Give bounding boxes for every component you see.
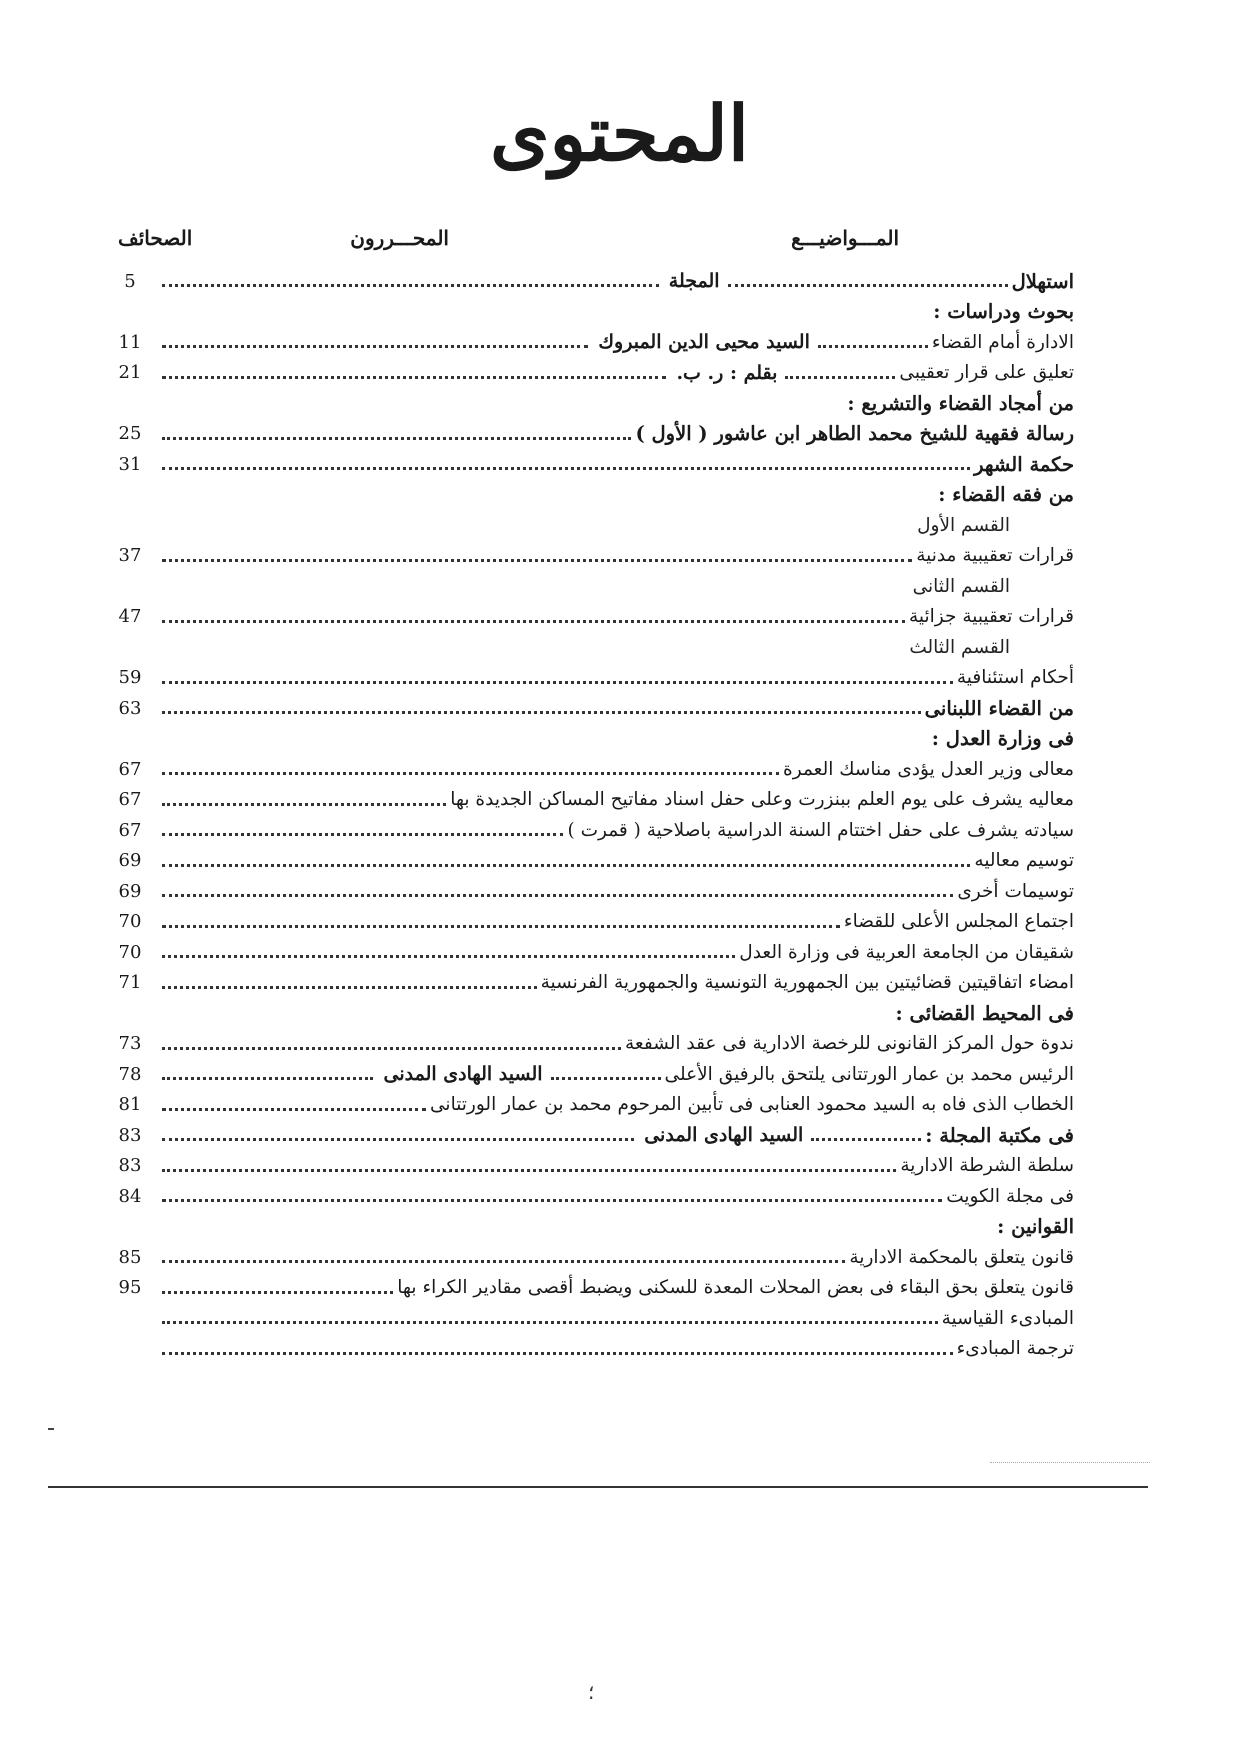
dot-leader (162, 375, 666, 379)
footer-rule (48, 1486, 1148, 1488)
toc-entry-title: قانون يتعلق بحق البقاء فى بعض المحلات المعدة للسكنى ويضبط أقصى مقادير الكراء بها (397, 1277, 1074, 1299)
toc-entry (118, 785, 1074, 816)
toc-entry (118, 1059, 1074, 1090)
toc-entry-page: 63 (118, 697, 142, 719)
toc-entry-page: 84 (118, 1185, 142, 1207)
toc-entry-page: 31 (118, 453, 142, 475)
toc-entry-page: 85 (118, 1246, 142, 1268)
toc-entry (118, 1181, 1074, 1212)
toc-entry-page: 47 (118, 606, 142, 628)
toc-entry (154, 1334, 1074, 1365)
column-header-pages: الصحائف (118, 226, 193, 250)
toc-entry (118, 907, 1074, 938)
toc-entry (154, 480, 1074, 511)
toc-entry-title: توسيم معاليه (974, 850, 1074, 872)
dot-leader (162, 954, 735, 958)
toc-entry-title: ندوة حول المركز القانونى للرخصة الادارية فى عقد الشفعة (625, 1033, 1074, 1055)
toc-entry-page: 95 (118, 1277, 142, 1299)
toc-entry-page: 67 (118, 758, 142, 780)
toc-entry (118, 876, 1074, 907)
faint-rule (990, 1462, 1150, 1463)
toc-entry-title: توسيمات أخرى (957, 880, 1074, 902)
toc-entry (118, 449, 1074, 480)
toc-entry-title: شقيقان من الجامعة العربية فى وزارة العدل (739, 941, 1074, 963)
toc-entry-title: رسالة فقهية للشيخ محمد الطاهر ابن عاشور ( الأول ) (635, 422, 1074, 446)
toc-entry (118, 754, 1074, 785)
toc-entry-page: 5 (124, 270, 136, 292)
dot-leader (162, 710, 921, 714)
toc-entry-page: 37 (118, 545, 142, 567)
dot-leader (162, 1290, 393, 1294)
dot-leader (162, 283, 659, 287)
dot-leader (162, 985, 537, 989)
toc-entry-title: المبادىء القياسية (941, 1307, 1074, 1329)
folio-mark: ؛ (588, 1680, 595, 1704)
toc-entry-author: السيد محيى الدين المبروك (598, 331, 810, 354)
toc-entry-page: 83 (118, 1124, 142, 1146)
toc-entry (154, 1303, 1074, 1334)
toc-entry (124, 266, 1074, 297)
column-header-authors: المحـــررون (350, 226, 449, 250)
toc-entry-title: امضاء اتفاقيتين قضائيتين بين الجمهورية التونسية والجمهورية الفرنسية (540, 972, 1074, 994)
toc-entry (154, 510, 1074, 541)
toc-entry-title: القسم الثالث (909, 636, 1010, 658)
dot-leader (162, 344, 588, 348)
toc-entry (154, 1212, 1074, 1243)
toc-entry-title: تعليق على قرار تعقيبى (899, 362, 1074, 384)
toc-entry-page: 83 (118, 1155, 142, 1177)
dot-leader (162, 1198, 942, 1202)
toc-entry-title: الخطاب الذى فاه به السيد محمود العنابى فى تأبين المرحوم محمد بن عمار الورتتانى (430, 1094, 1074, 1116)
toc-entry-title: أحكام استئنافية (956, 667, 1074, 689)
dot-leader (162, 466, 970, 470)
toc-entry-page: 81 (118, 1094, 142, 1116)
toc-entry-title: القسم الثانى (912, 575, 1010, 597)
toc-entry (154, 724, 1074, 755)
stray-mark (48, 1428, 54, 1430)
toc-entry (118, 846, 1074, 877)
table-of-contents (118, 266, 1074, 1364)
toc-entry-title: من القضاء اللبنانى (924, 696, 1074, 720)
toc-entry-page: 73 (118, 1033, 142, 1055)
dot-leader (162, 680, 953, 684)
toc-entry-page: 70 (118, 911, 142, 933)
toc-entry (118, 1090, 1074, 1121)
dot-leader (162, 802, 446, 806)
dot-leader (551, 1076, 661, 1080)
toc-entry-page: 78 (118, 1063, 142, 1085)
toc-entry (118, 1151, 1074, 1182)
toc-entry (118, 663, 1074, 694)
toc-entry (118, 693, 1074, 724)
dot-leader (162, 893, 953, 897)
dot-leader (162, 1107, 426, 1111)
toc-entry-title: فى المحيط القضائى : (895, 1001, 1074, 1025)
toc-entry-page: 67 (118, 819, 142, 841)
toc-entry-title: من أمجاد القضاء والتشريع : (847, 391, 1074, 415)
dot-leader (785, 375, 895, 379)
toc-entry-title: الادارة أمام القضاء (931, 331, 1074, 353)
toc-entry-title: استهلال (1011, 269, 1074, 293)
toc-entry (118, 1273, 1074, 1304)
column-header-topics: المـــواضيـــع (791, 226, 899, 250)
dot-leader (162, 863, 970, 867)
dot-leader (162, 436, 631, 440)
toc-entry (118, 1242, 1074, 1273)
dot-leader (811, 1137, 921, 1141)
toc-entry-page: 70 (118, 941, 142, 963)
toc-entry-title: سيادته يشرف على حفل اختتام السنة الدراسية باصلاحية ( قمرت ) (567, 819, 1074, 841)
toc-entry-page: 11 (118, 331, 142, 353)
toc-entry-page: 69 (118, 850, 142, 872)
toc-entry (118, 327, 1074, 358)
toc-entry-author: السيد الهادى المدنى (644, 1124, 804, 1147)
toc-entry (154, 998, 1074, 1029)
toc-entry-title: قانون يتعلق بالمحكمة الادارية (849, 1246, 1074, 1268)
dot-leader (162, 1259, 845, 1263)
toc-entry-title: قرارات تعقيبية مدنية (916, 545, 1074, 567)
toc-entry-page: 71 (118, 972, 142, 994)
dot-leader (162, 1076, 373, 1080)
toc-entry-page: 21 (118, 362, 142, 384)
toc-entry-title: من فقه القضاء : (938, 483, 1074, 507)
toc-entry-title: الرئيس محمد بن عمار الورتتانى يلتحق بالرفيق الأعلى (664, 1063, 1074, 1085)
dot-leader (162, 832, 563, 836)
toc-entry-page: 25 (118, 423, 142, 445)
toc-entry (154, 632, 1074, 663)
toc-entry (118, 937, 1074, 968)
toc-entry-title: ترجمة المبادىء (956, 1338, 1074, 1360)
dot-leader (162, 1168, 896, 1172)
dot-leader (162, 619, 905, 623)
toc-entry-title: سلطة الشرطة الادارية (900, 1155, 1074, 1177)
dot-leader (162, 1137, 634, 1141)
dot-leader (162, 1351, 953, 1355)
toc-entry-title: القسم الأول (917, 514, 1010, 536)
toc-entry-title: بحوث ودراسات : (933, 300, 1074, 324)
dot-leader (818, 344, 928, 348)
toc-entry (118, 1029, 1074, 1060)
toc-entry-title: فى وزارة العدل : (931, 727, 1074, 751)
toc-entry (118, 602, 1074, 633)
toc-entry-title: معاليه يشرف على يوم العلم ببنزرت وعلى حفل اسناد مفاتيح المساكن الجديدة بها (450, 789, 1074, 811)
toc-entry-author: المجلة (668, 270, 720, 293)
toc-entry-page: 69 (118, 880, 142, 902)
toc-entry (154, 388, 1074, 419)
toc-entry (118, 815, 1074, 846)
toc-entry-page: 59 (118, 667, 142, 689)
dot-leader (162, 771, 779, 775)
toc-entry-title: فى مكتبة المجلة : (925, 1123, 1074, 1147)
dot-leader (162, 558, 912, 562)
toc-entry-author: بقلم : ر. ب. (676, 361, 778, 384)
toc-entry-title: معالى وزير العدل يؤدى مناسك العمرة (783, 758, 1074, 780)
toc-entry (154, 571, 1074, 602)
toc-entry (118, 419, 1074, 450)
toc-entry (118, 968, 1074, 999)
toc-entry-title: اجتماع المجلس الأعلى للقضاء (843, 911, 1074, 933)
toc-entry-title: القوانين : (997, 1215, 1074, 1239)
toc-entry-author: السيد الهادى المدنى (383, 1063, 543, 1086)
dot-leader (162, 924, 840, 928)
dot-leader (728, 283, 1008, 287)
toc-entry-page: 67 (118, 789, 142, 811)
dot-leader (162, 1046, 621, 1050)
toc-entry-title: قرارات تعقيبية جزائية (909, 606, 1074, 628)
toc-entry (118, 1120, 1074, 1151)
toc-entry (154, 297, 1074, 328)
dot-leader (162, 1320, 938, 1324)
toc-entry (118, 358, 1074, 389)
toc-entry-title: فى مجلة الكويت (946, 1185, 1074, 1207)
page-title: المحتوى (490, 89, 749, 178)
toc-entry (118, 541, 1074, 572)
toc-entry-title: حكمة الشهر (974, 452, 1074, 476)
